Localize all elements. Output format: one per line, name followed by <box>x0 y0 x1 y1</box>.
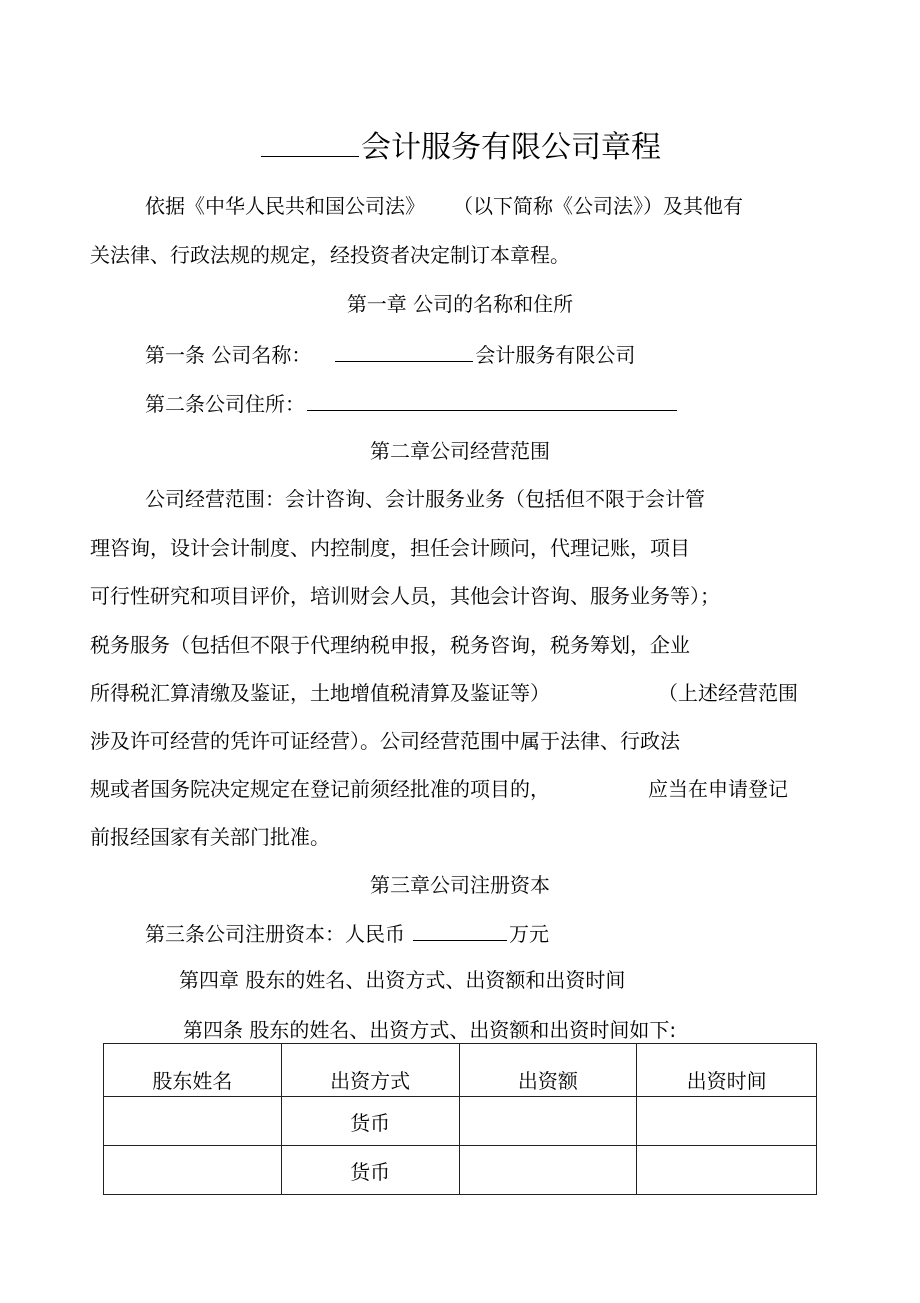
article-2 <box>145 388 679 418</box>
article-3-unit: 万元 <box>509 922 549 946</box>
article-1-suffix: 会计服务有限公司 <box>475 343 636 367</box>
article-3-label: 第三条公司注册资本：人民币 <box>145 922 405 946</box>
header-contribution-method: 出资方式 <box>281 1044 459 1097</box>
header-shareholder-name: 股东姓名 <box>104 1044 282 1097</box>
table-cell: 货币 <box>281 1097 459 1146</box>
capital-amount-field <box>413 918 507 941</box>
address-field <box>307 388 677 411</box>
scope-line-5a: 所得税汇算清缴及鉴证，土地增值税清算及鉴证等） <box>90 681 550 705</box>
header-contribution-amount: 出资额 <box>459 1044 637 1097</box>
scope-line-3: 可行性研究和项目评价，培训财会人员，其他会计咨询、服务业务等）； <box>90 584 720 608</box>
intro-line-1 <box>145 192 743 220</box>
table-header-row <box>104 1044 817 1097</box>
scope-line-7a: 规或者国务院决定规定在登记前须经批准的项目的， <box>90 777 550 801</box>
scope-line-5b: （上述经营范围 <box>658 681 798 705</box>
scope-line-4: 税务服务（包括但不限于代理纳税申报，税务咨询，税务筹划，企业 <box>90 633 690 657</box>
table-cell <box>637 1097 817 1146</box>
scope-line-2: 理咨询，设计会计制度、内控制度，担任会计顾问，代理记账，项目 <box>90 536 690 560</box>
scope-line-1: 公司经营范围：会计咨询、会计服务业务（包括但不限于会计管 <box>145 487 705 511</box>
scope-line-8: 前报经国家有关部门批准。 <box>90 825 330 849</box>
table-row <box>104 1146 817 1195</box>
intro-part-1: 依据《中华人民共和国公司法》 <box>145 194 425 218</box>
article-1 <box>145 339 635 369</box>
table-cell <box>459 1097 637 1146</box>
scope-line-7b: 应当在申请登记 <box>648 777 788 801</box>
article-4: 第四条 股东的姓名、出资方式、出资额和出资时间如下: <box>183 1018 677 1042</box>
table-cell <box>104 1097 282 1146</box>
header-contribution-time: 出资时间 <box>637 1044 817 1097</box>
article-2-label: 第二条公司住所： <box>145 392 305 416</box>
company-name-field <box>335 339 473 362</box>
article-1-label: 第一条 公司名称： <box>145 343 312 367</box>
table-cell <box>637 1146 817 1195</box>
title-text: 会计服务有限公司章程 <box>361 130 661 165</box>
document-title <box>0 128 920 168</box>
scope-line-6: 涉及许可经营的凭许可证经营）。公司经营范围中属于法律、行政法 <box>90 729 680 753</box>
company-name-blank <box>261 134 359 157</box>
intro-line-2: 关法律、行政法规的规定，经投资者决定制订本章程。 <box>90 243 570 267</box>
table-cell: 货币 <box>281 1146 459 1195</box>
shareholder-table <box>103 1043 817 1195</box>
intro-part-2: （以下简称《公司法》）及其他有 <box>453 194 743 218</box>
chapter-1-heading: 第一章 公司的名称和住所 <box>346 292 574 316</box>
chapter-2-heading: 第二章公司经营范围 <box>370 439 550 463</box>
table-cell <box>104 1146 282 1195</box>
table-cell <box>459 1146 637 1195</box>
table-row <box>104 1097 817 1146</box>
chapter-4-heading: 第四章 股东的姓名、出资方式、出资额和出资时间 <box>179 968 626 992</box>
article-3 <box>145 918 549 948</box>
chapter-3-heading: 第三章公司注册资本 <box>370 873 550 897</box>
